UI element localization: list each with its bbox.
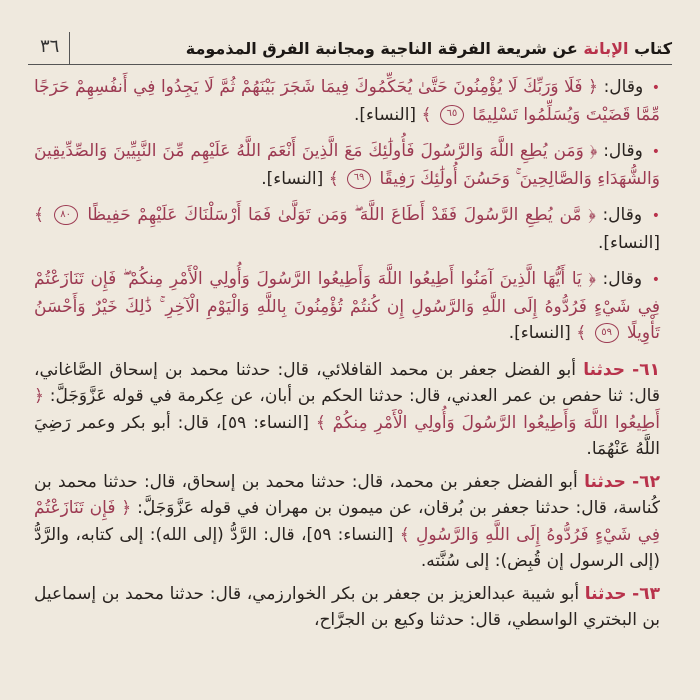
hadith-paragraph bbox=[34, 581, 660, 634]
ayah-number-badge: ٦٩ bbox=[347, 169, 371, 189]
hadith-text: أبو شيبة عبدالعزيز بن جعفر بن بكر الخوارزمي، قال: حدثنا محمد بن إسماعيل بن البختري الواسطي، قال: حدثنا وكيع بن الجرَّاح، bbox=[34, 583, 660, 630]
book-highlight: الإبانة bbox=[583, 39, 629, 58]
quran-quote bbox=[34, 74, 660, 128]
bullet-icon: • bbox=[651, 208, 660, 224]
hadith-lead: حدثنا bbox=[584, 471, 626, 492]
hadith-paragraph bbox=[34, 469, 660, 575]
quran-quote bbox=[34, 138, 660, 192]
ayah-text: ﴿ فَلَا وَرَبِّكَ لَا يُؤْمِنُونَ حَتَّىٰ يُحَكِّمُوكَ فِيمَا شَجَرَ بَيْنَهُمْ ثُمَّ لَا يَجِدُوا فِي أَنفُسِهِمْ حَرَجًا مِّمَّا قَضَيْتَ وَيُسَلِّمُوا تَسْلِيمًا bbox=[34, 77, 660, 125]
quote-intro: وقال: bbox=[603, 141, 643, 161]
running-title bbox=[186, 39, 672, 64]
hadith-paragraph bbox=[34, 357, 660, 463]
hadith-text: أبو الفضل جعفر بن محمد القافلائي، قال: حدثنا محمد بن إسحاق الصَّاغاني، قال: ثنا حفص بن عمر العدني، قال: حدثنا الحكم بن أبان، عن عِكرمة في قوله عَزَّوَجَلَّ: bbox=[34, 359, 660, 406]
bullet-icon: • bbox=[651, 144, 660, 160]
hadith-number: ٦٢- bbox=[632, 471, 660, 492]
quran-quote bbox=[34, 202, 660, 256]
hadith-lead: حدثنا bbox=[583, 359, 625, 380]
hadith-lead: حدثنا bbox=[584, 583, 627, 604]
ayah-text: ﴿ يَا أَيُّهَا الَّذِينَ آمَنُوا أَطِيعُوا اللَّهَ وَأَطِيعُوا الرَّسُولَ وَأُولِي الْأَمْرِ مِنكُمْ ۖ فَإِن تَنَازَعْتُمْ فِي شَيْءٍ فَرُدُّوهُ إِلَى اللَّهِ وَالرَّسُولِ إِن كُنتُمْ تُؤْمِنُونَ بِاللَّهِ وَالْيَوْمِ الْآخِرِ ۚ ذَٰلِكَ خَيْرٌ وَأَحْسَنُ تَأْوِيلًا bbox=[34, 269, 660, 343]
hadith-ayah: ﴿ فَإِن تَنَازَعْتُمْ فِي شَيْءٍ فَرُدُّوهُ إِلَى اللَّهِ وَالرَّسُولِ ﴾ bbox=[34, 498, 661, 545]
book-title-rest: عن شريعة الفرقة الناجية ومجانبة الفرق المذمومة bbox=[185, 39, 584, 58]
surah-reference: [النساء]. bbox=[597, 232, 660, 253]
quran-quote bbox=[34, 266, 660, 347]
hadith-number: ٦١- bbox=[632, 359, 660, 380]
page-header bbox=[28, 30, 672, 65]
bullet-icon: • bbox=[651, 80, 661, 96]
ayah-close-bracket: ﴾ bbox=[576, 323, 587, 343]
ayah-number-badge: ٨٠ bbox=[54, 205, 78, 225]
hadith-text: أبو الفضل جعفر بن محمد، قال: حدثنا محمد بن إسحاق، قال: حدثنا محمد بن كُناسة، قال: حدثنا جعفر بن بُرقان، عن ميمون بن مهران في قوله عَزَّوَجَلَّ: bbox=[34, 471, 660, 518]
surah-reference: [النساء]. bbox=[354, 104, 417, 125]
ayah-number-badge: ٦٥ bbox=[440, 105, 464, 125]
hadith-ayah: ﴿ أَطِيعُوا اللَّهَ وَأَطِيعُوا الرَّسُولَ وَأُولِي الْأَمْرِ مِنكُمْ ﴾ bbox=[34, 386, 660, 433]
ayah-text: ﴿ وَمَن يُطِعِ اللَّهَ وَالرَّسُولَ فَأُولَٰئِكَ مَعَ الَّذِينَ أَنْعَمَ اللَّهُ عَلَيْهِم مِّنَ النَّبِيِّينَ وَالصِّدِّيقِينَ وَالشُّهَدَاءِ وَالصَّالِحِينَ ۚ وَحَسُنَ أُولَٰئِكَ رَفِيقًا bbox=[34, 141, 660, 189]
hadith-text-end: [النساء: ٥٩]، قال: الرَّدُّ (إلى الله): إلى كتابه، والرَّدُّ (إلى الرسول إن قُبِض): إلى سُنَّته. bbox=[34, 524, 660, 571]
quote-intro: وقال: bbox=[602, 269, 643, 289]
page-body bbox=[34, 74, 660, 690]
page-number: ٣٦ bbox=[34, 32, 70, 64]
ayah-close-bracket: ﴾ bbox=[34, 205, 44, 225]
ayah-close-bracket: ﴾ bbox=[328, 168, 339, 189]
hadith-text-end: [النساء: ٥٩]، قال: أبو بكر وعمر رَضِيَ اللَّهُ عَنْهُمَا. bbox=[34, 412, 660, 459]
hadith-number: ٦٣- bbox=[632, 583, 660, 604]
surah-reference: [النساء]. bbox=[261, 168, 324, 189]
surah-reference: [النساء]. bbox=[508, 323, 571, 343]
ayah-number-badge: ٥٩ bbox=[595, 323, 619, 343]
quote-intro: وقال: bbox=[603, 77, 644, 97]
book-prefix: كتاب bbox=[628, 39, 672, 58]
quote-intro: وقال: bbox=[602, 205, 643, 225]
ayah-close-bracket: ﴾ bbox=[421, 104, 432, 125]
ayah-text: ﴿ مَّن يُطِعِ الرَّسُولَ فَقَدْ أَطَاعَ اللَّهَ ۖ وَمَن تَوَلَّىٰ فَمَا أَرْسَلْنَاكَ عَلَيْهِمْ حَفِيظًا bbox=[87, 205, 596, 225]
bullet-icon: • bbox=[651, 272, 660, 288]
